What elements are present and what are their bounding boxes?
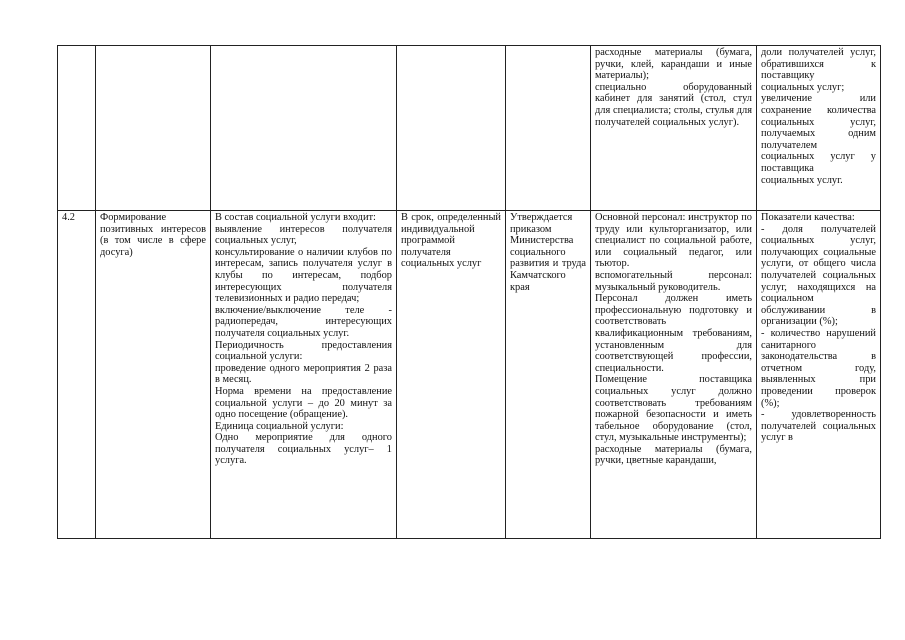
requirements-line: специально оборудованный кабинет для занятий (стол, стул для специалиста; столы, стулья для получателей социальных услуг). bbox=[595, 81, 752, 128]
indicators-line: - удовлетворенность получателей социальных услуг в bbox=[761, 409, 876, 444]
content-line: выявление интересов получателя социальных услуг, bbox=[215, 223, 392, 247]
table-row-continued bbox=[58, 46, 881, 211]
content-line: Одно мероприятие для одного получателя социальных услуг– 1 услуга. bbox=[215, 432, 392, 467]
content-line: консультирование о наличии клубов по интересам, запись получателя услуг в клубы по интересам, подбор интересующих получателя телевизионных и радио передач; bbox=[215, 246, 392, 305]
cell-number bbox=[58, 46, 96, 211]
content-line: Норма времени на предоставление социальной услуги – до 20 минут за одно посещение (обращение). bbox=[215, 385, 392, 421]
cell-tariff: Утверждается приказом Министерства социального развития и труда Камчатского края bbox=[506, 211, 591, 539]
cell-service-name bbox=[96, 46, 211, 211]
cell-tariff bbox=[506, 46, 591, 211]
content-line: проведение одного мероприятия 2 раза в месяц. bbox=[215, 362, 392, 386]
cell-indicators bbox=[757, 46, 881, 211]
content-line: включение/выключение теле - радиопередач, интересующих получателя социальных услуг. bbox=[215, 304, 392, 339]
requirements-line: Персонал должен иметь профессиональную подготовку и соответствовать квалификационным требованиям, установленным для соответствующей профессии, специальности. bbox=[595, 293, 752, 374]
requirements-line: вспомогательный персонал: музыкальный руководитель. bbox=[595, 269, 752, 293]
cell-indicators bbox=[757, 211, 881, 539]
cell-requirements bbox=[591, 46, 757, 211]
cell-term bbox=[397, 46, 506, 211]
content-line: Единица социальной услуги: bbox=[215, 420, 344, 432]
content-line: В состав социальной услуги входит: bbox=[215, 212, 376, 223]
cell-service-content bbox=[211, 211, 397, 539]
indicators-line: доли получателей услуг, обратившихся к поставщику bbox=[761, 47, 876, 82]
cell-service-name: Формирование позитивных интересов (в том числе в сфере досуга) bbox=[96, 211, 211, 539]
requirements-line: Основной персонал: инструктор по труду или культорганизатор, или специалист по социальной работе, или социальный педагог, или тьютор. bbox=[595, 212, 752, 270]
cell-number: 4.2 bbox=[58, 211, 96, 539]
indicators-line: социальных услуг у поставщика bbox=[761, 151, 876, 174]
requirements-line: Помещение поставщика социальных услуг должно соответствовать требованиям пожарной безопасности и иметь табельное оборудование (стол, стул, музыкальные инструменты); bbox=[595, 374, 752, 444]
requirements-line: расходные материалы (бумага, ручки, цветные карандаши, bbox=[595, 443, 752, 467]
cell-term: В срок, определенный индивидуальной программой получателя социальных услуг bbox=[397, 211, 506, 539]
cell-service-content bbox=[211, 46, 397, 211]
table-row-4-2 bbox=[58, 211, 881, 539]
services-table bbox=[57, 45, 881, 539]
indicators-line: увеличение или сохранение количества социальных услуг, получаемых одним получателем bbox=[761, 93, 876, 151]
indicators-line: Показатели качества: bbox=[761, 212, 855, 223]
requirements-line: расходные материалы (бумага, ручки, клей, карандаши и иные материалы); bbox=[595, 47, 752, 82]
cell-requirements bbox=[591, 211, 757, 539]
content-line: Периодичность предоставления социальной услуги: bbox=[215, 339, 392, 363]
indicators-line: социальных услуг. bbox=[761, 174, 843, 186]
indicators-line: - количество нарушений санитарного законодательства в отчетном году, выявленных при проведении проверок (%); bbox=[761, 327, 876, 409]
indicators-line: социальных услуг; bbox=[761, 81, 845, 93]
indicators-line: - доля получателей социальных услуг, получающих социальные услуги, от общего числа получателей социальных услуг, находящихся на социальном обслуживании в организации (%); bbox=[761, 223, 876, 328]
